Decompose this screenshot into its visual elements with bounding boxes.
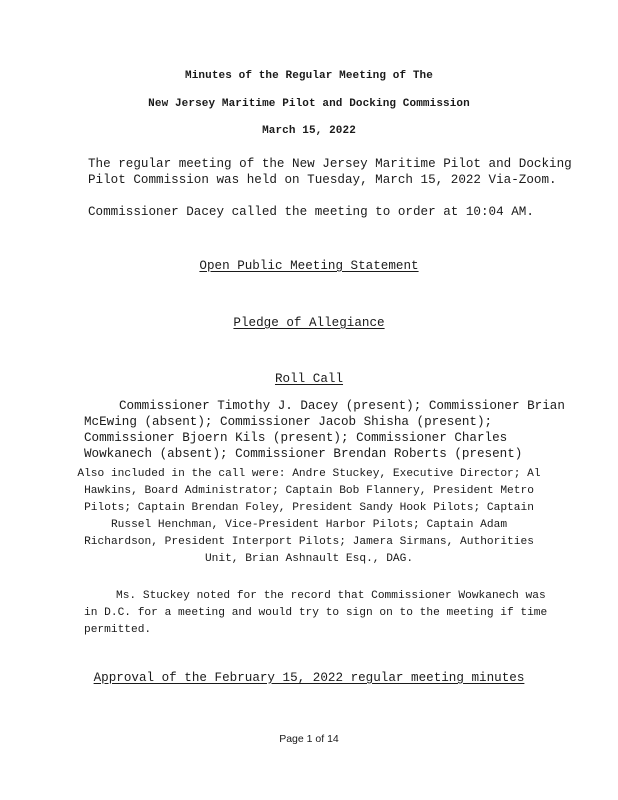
intro-line-1: The regular meeting of the New Jersey Maritime Pilot and Docking <box>88 157 572 171</box>
also-line-4: Russel Henchman, Vice-President Harbor Pilots; Captain Adam <box>110 519 508 531</box>
intro-line-2: Pilot Commission was held on Tuesday, March 15, 2022 Via-Zoom. <box>88 173 557 187</box>
meeting-date: March 15, 2022 <box>262 125 356 137</box>
call-to-order: Commissioner Dacey called the meeting to order at 10:04 AM. <box>88 205 534 219</box>
note-line-2: in D.C. for a meeting and would try to sign on to the meeting if time <box>84 607 548 619</box>
roll-line-4: Wowkanech (absent); Commissioner Brendan Roberts (present) <box>84 447 523 461</box>
also-line-5: Richardson, President Interport Pilots; Jamera Sirmans, Authorities <box>84 536 534 548</box>
also-line-1: Also included in the call were: Andre Stuckey, Executive Director; Al <box>77 468 541 480</box>
title-line-2: New Jersey Maritime Pilot and Docking Commission <box>148 98 470 110</box>
heading-pledge: Pledge of Allegiance <box>233 316 385 330</box>
note-line-3: permitted. <box>84 624 152 636</box>
roll-line-1: Commissioner Timothy J. Dacey (present); Commissioner Brian <box>119 399 565 413</box>
also-line-2: Hawkins, Board Administrator; Captain Bob Flannery, President Metro <box>84 485 534 497</box>
note-line-1: Ms. Stuckey noted for the record that Commissioner Wowkanech was <box>116 590 546 602</box>
heading-open-public-meeting: Open Public Meeting Statement <box>199 259 419 273</box>
roll-line-3: Commissioner Bjoern Kils (present); Commissioner Charles <box>84 431 508 445</box>
page-number: Page 1 of 14 <box>279 733 339 745</box>
also-line-3: Pilots; Captain Brendan Foley, President Sandy Hook Pilots; Captain <box>84 502 534 514</box>
roll-line-2: McEwing (absent); Commissioner Jacob Shisha (present); <box>84 415 493 429</box>
title-line-1: Minutes of the Regular Meeting of The <box>185 70 433 82</box>
heading-roll-call: Roll Call <box>274 372 344 386</box>
also-line-6: Unit, Brian Ashnault Esq., DAG. <box>204 553 414 565</box>
heading-approval-minutes: Approval of the February 15, 2022 regular meeting minutes <box>93 671 525 685</box>
